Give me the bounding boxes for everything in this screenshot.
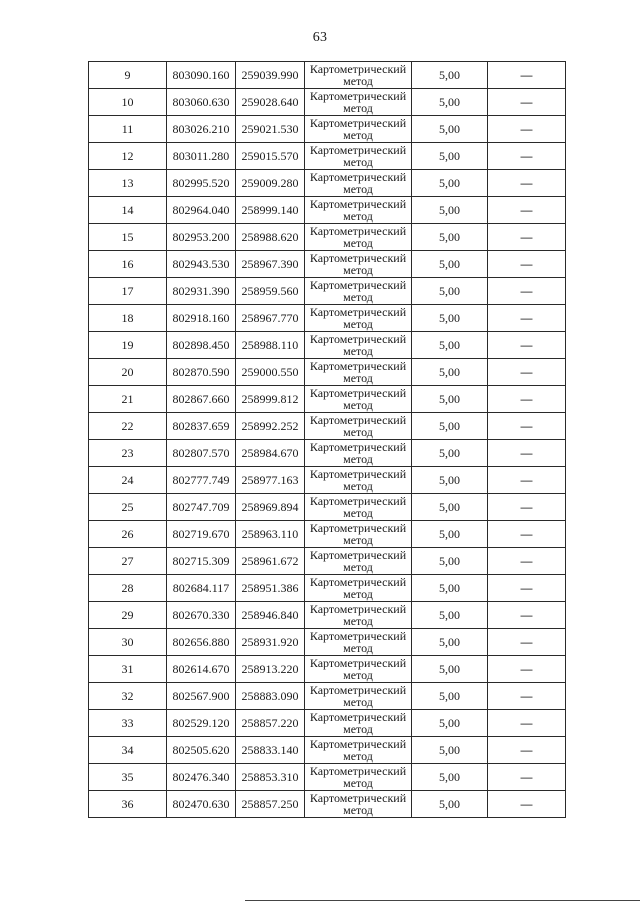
method-cell — [305, 170, 412, 197]
method-label-line1: Картометрический — [309, 116, 407, 130]
accuracy-cell: 5,00 — [412, 197, 488, 224]
table-row — [89, 116, 566, 143]
table-row — [89, 413, 566, 440]
y-coordinate-cell: 258984.670 — [236, 440, 305, 467]
method-cell — [305, 791, 412, 818]
method-label-line2: метод — [343, 614, 373, 628]
accuracy-cell: 5,00 — [412, 683, 488, 710]
description-cell: — — [488, 710, 566, 737]
accuracy-cell: 5,00 — [412, 629, 488, 656]
description-cell: — — [488, 305, 566, 332]
point-number-cell: 16 — [89, 251, 167, 278]
table-row — [89, 521, 566, 548]
accuracy-cell: 5,00 — [412, 143, 488, 170]
accuracy-cell: 5,00 — [412, 224, 488, 251]
y-coordinate-cell: 258967.770 — [236, 305, 305, 332]
method-cell — [305, 197, 412, 224]
accuracy-cell: 5,00 — [412, 764, 488, 791]
accuracy-cell: 5,00 — [412, 386, 488, 413]
table-row — [89, 656, 566, 683]
description-cell: — — [488, 278, 566, 305]
description-cell: — — [488, 575, 566, 602]
method-cell — [305, 305, 412, 332]
x-coordinate-cell: 802953.200 — [167, 224, 236, 251]
point-number-cell: 31 — [89, 656, 167, 683]
y-coordinate-cell: 258833.140 — [236, 737, 305, 764]
method-cell — [305, 143, 412, 170]
method-cell — [305, 386, 412, 413]
y-coordinate-cell: 259009.280 — [236, 170, 305, 197]
table-row — [89, 467, 566, 494]
description-cell: — — [488, 224, 566, 251]
method-label-line2: метод — [343, 425, 373, 439]
y-coordinate-cell: 258857.220 — [236, 710, 305, 737]
point-number-cell: 19 — [89, 332, 167, 359]
x-coordinate-cell: 802918.160 — [167, 305, 236, 332]
x-coordinate-cell: 802684.117 — [167, 575, 236, 602]
method-label-line1: Картометрический — [309, 305, 407, 319]
table-row — [89, 602, 566, 629]
point-number-cell: 9 — [89, 62, 167, 89]
x-coordinate-cell: 802807.570 — [167, 440, 236, 467]
method-cell — [305, 548, 412, 575]
method-cell — [305, 359, 412, 386]
method-label-line1: Картометрический — [309, 494, 407, 508]
x-coordinate-cell: 802505.620 — [167, 737, 236, 764]
method-label-line1: Картометрический — [309, 764, 407, 778]
method-label-line2: метод — [343, 749, 373, 763]
method-label-line1: Картометрический — [309, 143, 407, 157]
method-label-line2: метод — [343, 452, 373, 466]
method-label-line2: метод — [343, 722, 373, 736]
method-label-line2: метод — [343, 506, 373, 520]
table-row — [89, 170, 566, 197]
method-label-line1: Картометрический — [309, 332, 407, 346]
accuracy-cell: 5,00 — [412, 440, 488, 467]
table-row — [89, 629, 566, 656]
accuracy-cell: 5,00 — [412, 305, 488, 332]
description-cell: — — [488, 764, 566, 791]
method-cell — [305, 62, 412, 89]
y-coordinate-cell: 258967.390 — [236, 251, 305, 278]
method-cell — [305, 764, 412, 791]
description-cell: — — [488, 332, 566, 359]
y-coordinate-cell: 258913.220 — [236, 656, 305, 683]
point-number-cell: 14 — [89, 197, 167, 224]
table-row — [89, 548, 566, 575]
y-coordinate-cell: 258999.812 — [236, 386, 305, 413]
method-label-line1: Картометрический — [309, 62, 407, 76]
accuracy-cell: 5,00 — [412, 656, 488, 683]
method-cell — [305, 413, 412, 440]
y-coordinate-cell: 258857.250 — [236, 791, 305, 818]
point-number-cell: 32 — [89, 683, 167, 710]
accuracy-cell: 5,00 — [412, 494, 488, 521]
y-coordinate-cell: 259021.530 — [236, 116, 305, 143]
description-cell: — — [488, 656, 566, 683]
description-cell: — — [488, 521, 566, 548]
method-label-line1: Картометрический — [309, 170, 407, 184]
page-number: 63 — [312, 30, 328, 45]
x-coordinate-cell: 802567.900 — [167, 683, 236, 710]
table-row — [89, 386, 566, 413]
method-label-line1: Картометрический — [309, 278, 407, 292]
description-cell: — — [488, 359, 566, 386]
x-coordinate-cell: 802614.670 — [167, 656, 236, 683]
x-coordinate-cell: 802670.330 — [167, 602, 236, 629]
table-row — [89, 791, 566, 818]
point-number-cell: 35 — [89, 764, 167, 791]
method-label-line1: Картометрический — [309, 386, 407, 400]
description-cell: — — [488, 197, 566, 224]
y-coordinate-cell: 258961.672 — [236, 548, 305, 575]
method-label-line2: метод — [343, 128, 373, 142]
accuracy-cell: 5,00 — [412, 467, 488, 494]
y-coordinate-cell: 258931.920 — [236, 629, 305, 656]
description-cell: — — [488, 386, 566, 413]
method-label-line2: метод — [343, 560, 373, 574]
accuracy-cell: 5,00 — [412, 332, 488, 359]
method-cell — [305, 251, 412, 278]
description-cell: — — [488, 413, 566, 440]
method-cell — [305, 575, 412, 602]
method-cell — [305, 332, 412, 359]
x-coordinate-cell: 803026.210 — [167, 116, 236, 143]
y-coordinate-cell: 258977.163 — [236, 467, 305, 494]
method-label-line2: метод — [343, 290, 373, 304]
y-coordinate-cell: 258988.110 — [236, 332, 305, 359]
method-label-line2: метод — [343, 803, 373, 817]
y-coordinate-cell: 258959.560 — [236, 278, 305, 305]
description-cell: — — [488, 89, 566, 116]
table-row — [89, 332, 566, 359]
method-label-line2: метод — [343, 776, 373, 790]
method-label-line2: метод — [343, 695, 373, 709]
method-label-line2: метод — [343, 317, 373, 331]
method-label-line2: метод — [343, 344, 373, 358]
point-number-cell: 20 — [89, 359, 167, 386]
method-label-line2: метод — [343, 101, 373, 115]
method-label-line1: Картометрический — [309, 548, 407, 562]
table-row — [89, 197, 566, 224]
coordinates-table — [88, 61, 566, 818]
method-label-line1: Картометрический — [309, 737, 407, 751]
point-number-cell: 26 — [89, 521, 167, 548]
description-cell: — — [488, 737, 566, 764]
point-number-cell: 13 — [89, 170, 167, 197]
table-row — [89, 89, 566, 116]
table-row — [89, 305, 566, 332]
table-row — [89, 224, 566, 251]
x-coordinate-cell: 802529.120 — [167, 710, 236, 737]
method-label-line1: Картометрический — [309, 467, 407, 481]
y-coordinate-cell: 259000.550 — [236, 359, 305, 386]
method-cell — [305, 521, 412, 548]
y-coordinate-cell: 258992.252 — [236, 413, 305, 440]
table-row — [89, 575, 566, 602]
description-cell: — — [488, 62, 566, 89]
x-coordinate-cell: 802867.660 — [167, 386, 236, 413]
accuracy-cell: 5,00 — [412, 359, 488, 386]
point-number-cell: 10 — [89, 89, 167, 116]
method-label-line1: Картометрический — [309, 791, 407, 805]
method-label-line1: Картометрический — [309, 683, 407, 697]
point-number-cell: 27 — [89, 548, 167, 575]
method-label-line1: Картометрический — [309, 440, 407, 454]
accuracy-cell: 5,00 — [412, 575, 488, 602]
method-cell — [305, 737, 412, 764]
x-coordinate-cell: 802777.749 — [167, 467, 236, 494]
point-number-cell: 28 — [89, 575, 167, 602]
y-coordinate-cell: 258946.840 — [236, 602, 305, 629]
coordinates-table-body — [89, 62, 566, 818]
x-coordinate-cell: 802898.450 — [167, 332, 236, 359]
description-cell: — — [488, 629, 566, 656]
x-coordinate-cell: 802931.390 — [167, 278, 236, 305]
y-coordinate-cell: 258883.090 — [236, 683, 305, 710]
y-coordinate-cell: 258988.620 — [236, 224, 305, 251]
y-coordinate-cell: 259015.570 — [236, 143, 305, 170]
x-coordinate-cell: 802719.670 — [167, 521, 236, 548]
accuracy-cell: 5,00 — [412, 413, 488, 440]
point-number-cell: 12 — [89, 143, 167, 170]
method-label-line2: метод — [343, 641, 373, 655]
method-cell — [305, 89, 412, 116]
method-cell — [305, 629, 412, 656]
point-number-cell: 24 — [89, 467, 167, 494]
x-coordinate-cell: 802964.040 — [167, 197, 236, 224]
method-cell — [305, 710, 412, 737]
method-label-line2: метод — [343, 479, 373, 493]
method-cell — [305, 467, 412, 494]
method-label-line2: метод — [343, 668, 373, 682]
accuracy-cell: 5,00 — [412, 278, 488, 305]
method-cell — [305, 116, 412, 143]
method-cell — [305, 440, 412, 467]
method-cell — [305, 278, 412, 305]
y-coordinate-cell: 258999.140 — [236, 197, 305, 224]
table-row — [89, 710, 566, 737]
accuracy-cell: 5,00 — [412, 791, 488, 818]
table-row — [89, 251, 566, 278]
point-number-cell: 23 — [89, 440, 167, 467]
description-cell: — — [488, 143, 566, 170]
x-coordinate-cell: 802656.880 — [167, 629, 236, 656]
accuracy-cell: 5,00 — [412, 251, 488, 278]
table-row — [89, 278, 566, 305]
accuracy-cell: 5,00 — [412, 170, 488, 197]
x-coordinate-cell: 802715.309 — [167, 548, 236, 575]
method-label-line2: метод — [343, 587, 373, 601]
accuracy-cell: 5,00 — [412, 62, 488, 89]
point-number-cell: 22 — [89, 413, 167, 440]
method-cell — [305, 494, 412, 521]
table-row — [89, 683, 566, 710]
method-label-line1: Картометрический — [309, 602, 407, 616]
x-coordinate-cell: 802943.530 — [167, 251, 236, 278]
y-coordinate-cell: 258951.386 — [236, 575, 305, 602]
y-coordinate-cell: 258963.110 — [236, 521, 305, 548]
method-label-line1: Картометрический — [309, 629, 407, 643]
x-coordinate-cell: 802470.630 — [167, 791, 236, 818]
table-row — [89, 494, 566, 521]
point-number-cell: 15 — [89, 224, 167, 251]
table-row — [89, 359, 566, 386]
x-coordinate-cell: 802995.520 — [167, 170, 236, 197]
x-coordinate-cell: 803060.630 — [167, 89, 236, 116]
method-label-line2: метод — [343, 155, 373, 169]
accuracy-cell: 5,00 — [412, 710, 488, 737]
x-coordinate-cell: 802870.590 — [167, 359, 236, 386]
table-row — [89, 440, 566, 467]
method-cell — [305, 224, 412, 251]
description-cell: — — [488, 467, 566, 494]
method-label-line2: метод — [343, 182, 373, 196]
table-row — [89, 143, 566, 170]
description-cell: — — [488, 548, 566, 575]
footer-divider — [245, 900, 640, 901]
method-label-line2: метод — [343, 263, 373, 277]
point-number-cell: 17 — [89, 278, 167, 305]
method-label-line2: метод — [343, 371, 373, 385]
point-number-cell: 11 — [89, 116, 167, 143]
method-label-line2: метод — [343, 533, 373, 547]
point-number-cell: 34 — [89, 737, 167, 764]
method-label-line1: Картометрический — [309, 521, 407, 535]
description-cell: — — [488, 170, 566, 197]
accuracy-cell: 5,00 — [412, 89, 488, 116]
point-number-cell: 25 — [89, 494, 167, 521]
x-coordinate-cell: 802837.659 — [167, 413, 236, 440]
accuracy-cell: 5,00 — [412, 602, 488, 629]
point-number-cell: 18 — [89, 305, 167, 332]
point-number-cell: 21 — [89, 386, 167, 413]
table-row — [89, 764, 566, 791]
description-cell: — — [488, 251, 566, 278]
point-number-cell: 30 — [89, 629, 167, 656]
method-label-line1: Картометрический — [309, 575, 407, 589]
method-label-line2: метод — [343, 236, 373, 250]
x-coordinate-cell: 802476.340 — [167, 764, 236, 791]
y-coordinate-cell: 259039.990 — [236, 62, 305, 89]
method-label-line1: Картометрический — [309, 710, 407, 724]
method-label-line1: Картометрический — [309, 413, 407, 427]
method-label-line2: метод — [343, 74, 373, 88]
point-number-cell: 29 — [89, 602, 167, 629]
y-coordinate-cell: 259028.640 — [236, 89, 305, 116]
x-coordinate-cell: 802747.709 — [167, 494, 236, 521]
description-cell: — — [488, 494, 566, 521]
method-label-line1: Картометрический — [309, 251, 407, 265]
method-cell — [305, 656, 412, 683]
method-label-line1: Картометрический — [309, 224, 407, 238]
table-row — [89, 737, 566, 764]
y-coordinate-cell: 258853.310 — [236, 764, 305, 791]
method-cell — [305, 602, 412, 629]
description-cell: — — [488, 602, 566, 629]
description-cell: — — [488, 683, 566, 710]
method-label-line1: Картометрический — [309, 359, 407, 373]
point-number-cell: 33 — [89, 710, 167, 737]
x-coordinate-cell: 803011.280 — [167, 143, 236, 170]
x-coordinate-cell: 803090.160 — [167, 62, 236, 89]
accuracy-cell: 5,00 — [412, 521, 488, 548]
method-label-line1: Картометрический — [309, 197, 407, 211]
description-cell: — — [488, 116, 566, 143]
point-number-cell: 36 — [89, 791, 167, 818]
description-cell: — — [488, 791, 566, 818]
method-label-line2: метод — [343, 209, 373, 223]
table-row — [89, 62, 566, 89]
description-cell: — — [488, 440, 566, 467]
method-label-line2: метод — [343, 398, 373, 412]
accuracy-cell: 5,00 — [412, 737, 488, 764]
accuracy-cell: 5,00 — [412, 116, 488, 143]
method-label-line1: Картометрический — [309, 89, 407, 103]
y-coordinate-cell: 258969.894 — [236, 494, 305, 521]
accuracy-cell: 5,00 — [412, 548, 488, 575]
method-label-line1: Картометрический — [309, 656, 407, 670]
method-cell — [305, 683, 412, 710]
